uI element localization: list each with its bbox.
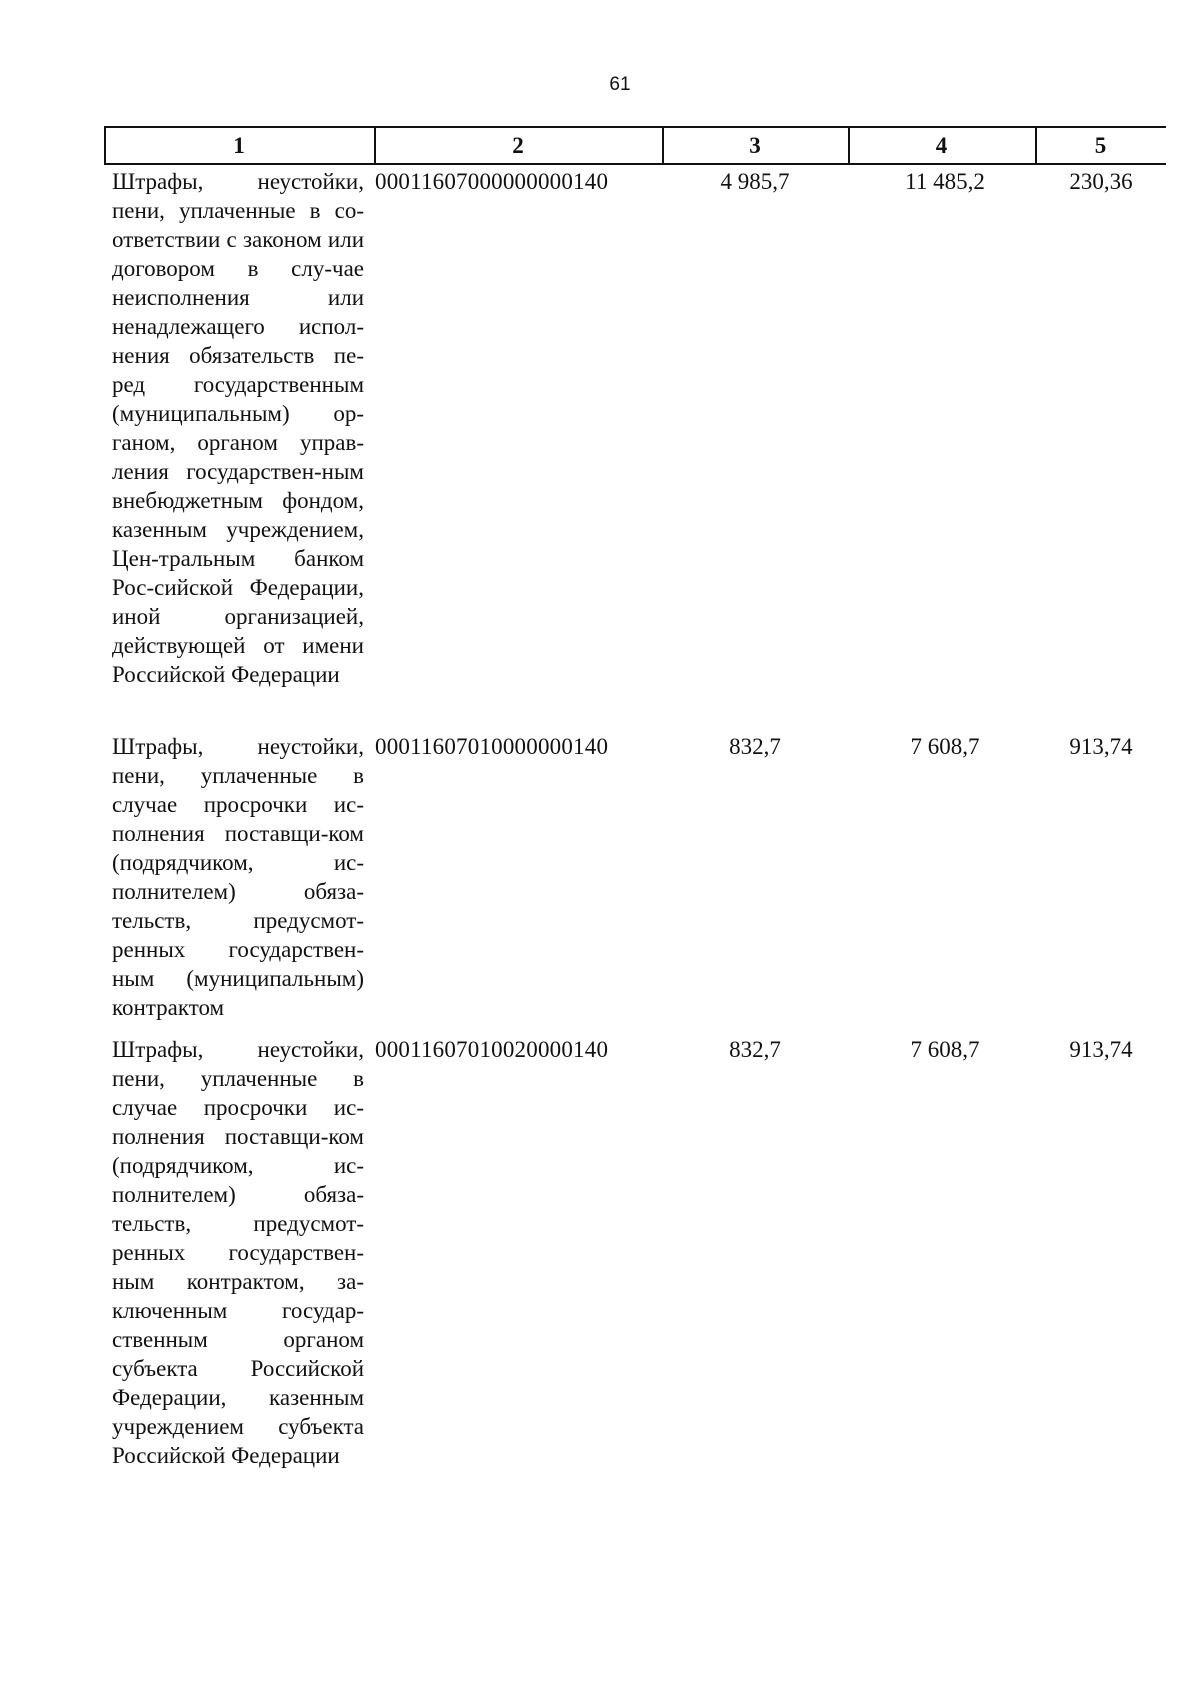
row-3-col3: 832,7 — [729, 1037, 781, 1062]
column-header-1: 1 — [233, 133, 245, 158]
row-1-code: 00011607000000000140 — [375, 169, 609, 194]
row-2-description: Штрафы, неустойки, пени, уплаченные в случае просрочки ис-полнения поставщи-ком (подрядчиком, ис-полнителем) обяза-тельств, предусмот-ренных государствен-ным (муниципальным) контрактом — [112, 734, 364, 1020]
row-1-col5: 230,36 — [1069, 169, 1133, 194]
table-header-top-rule — [104, 126, 1166, 128]
page-number: 61 — [609, 74, 631, 95]
row-2-col4: 7 608,7 — [910, 734, 980, 759]
row-3-description: Штрафы, неустойки, пени, уплаченные в случае просрочки ис-полнения поставщи-ком (подрядчиком, ис-полнителем) обяза-тельств, предусмот-ренных государствен-ным контрактом, за-ключенным государ-ственным органом субъекта Российской Федерации, казенным учреждением субъекта Российской Федерации — [112, 1037, 364, 1468]
column-header-4: 4 — [935, 133, 948, 158]
column-header-5: 5 — [1094, 133, 1107, 158]
row-3-code: 00011607010020000140 — [375, 1037, 609, 1062]
row-2-code: 00011607010000000140 — [375, 734, 609, 759]
row-2-col5: 913,74 — [1069, 734, 1133, 759]
row-3-col5: 913,74 — [1069, 1037, 1133, 1062]
row-1-description: Штрафы, неустойки, пени, уплаченные в со-ответствии с законом или договором в слу-чае неисполнения или ненадлежащего испол-нения обязательств пе-ред государственным (муниципальным) ор-ганом, органом управ-ления государствен-ным внебюджетным фондом, казенным учреждением, Цен-тральным банком Рос-сийской Федерации, иной организацией, действующей от имени Российской Федерации — [112, 169, 364, 687]
row-2-col3: 832,7 — [729, 734, 781, 759]
column-header-3: 3 — [749, 133, 761, 158]
column-header-2: 2 — [512, 133, 524, 158]
row-1-col4: 11 485,2 — [905, 169, 985, 194]
row-1-col3: 4 985,7 — [720, 169, 790, 194]
table-header-bottom-rule — [104, 163, 1166, 165]
row-3-col4: 7 608,7 — [910, 1037, 980, 1062]
